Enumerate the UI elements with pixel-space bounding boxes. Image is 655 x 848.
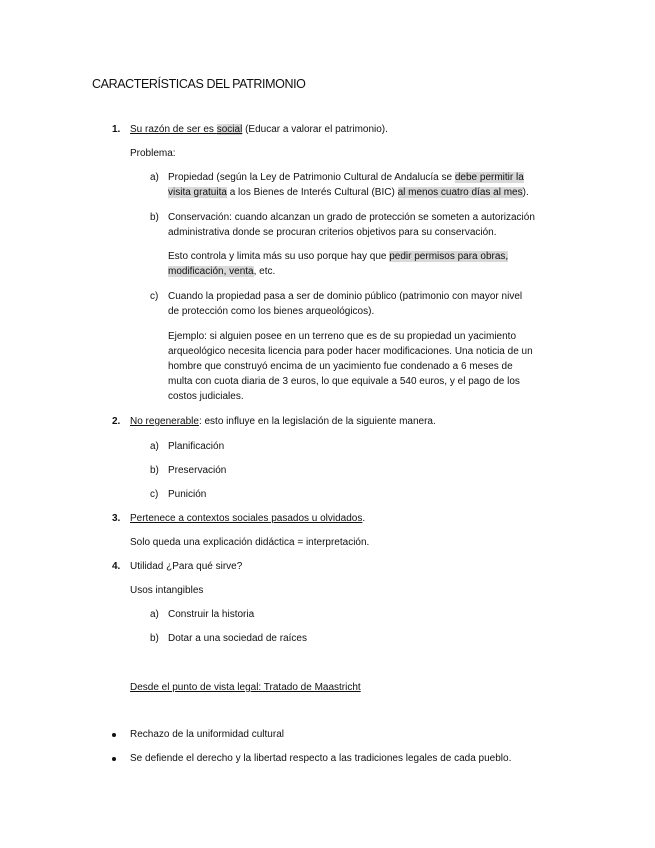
item-2-sub-c-text: Punición [168, 489, 207, 500]
legal-heading: Desde el punto de vista legal: Tratado de Maastricht [130, 682, 361, 693]
highlight-run: modificación, venta [168, 266, 254, 277]
item-2-sub-b-letter: b) [150, 465, 159, 476]
item-2-heading [130, 414, 436, 430]
item-1-sub-b-extra-1 [168, 249, 508, 265]
item-2-label-underlined: No regenerable [130, 416, 199, 427]
item-3-note: Solo queda una explicación didáctica = interpretación. [130, 537, 370, 548]
item-1-sub-a-line-2 [168, 185, 529, 201]
text-run: Propiedad (según la Ley de Patrimonio Cultural de Andalucía se [168, 172, 455, 183]
item-3-heading [130, 511, 365, 527]
item-1-sub-b-line-1: Conservación: cuando alcanzan un grado de protección se someten a autorización [168, 212, 535, 223]
item-4-note: Usos intangibles [130, 585, 204, 596]
item-1-sub-c-letter: c) [150, 291, 159, 302]
text-run: a los Bienes de Interés Cultural (BIC) [226, 187, 398, 198]
item-1-sub-c-extra-4: multa con cuota diaria de 3 euros, lo que equivale a 540 euros, y el pago de los [168, 376, 520, 387]
bullet-item-2: Se defiende el derecho y la libertad respecto a las tradiciones legales de cada pueblo. [130, 753, 512, 764]
text-run: , etc. [253, 266, 276, 277]
bullet-item-1: Rechazo de la uniformidad cultural [130, 729, 284, 740]
item-1-sub-c-line-1: Cuando la propiedad pasa a ser de dominio público (patrimonio con mayor nivel [168, 291, 523, 302]
item-1-heading [130, 122, 388, 138]
item-1-label-highlight: social [216, 124, 243, 135]
bullet-dot-icon [112, 733, 116, 737]
item-1-sub-b-line-2: administrativa donde se procuran criterios objetivos para su conservación. [168, 227, 497, 238]
highlight-run: al menos cuatro días al mes [397, 187, 523, 198]
highlight-run: visita gratuita [168, 187, 227, 198]
item-1-problema: Problema: [130, 148, 176, 159]
bullet-dot-icon [112, 757, 116, 761]
item-1-sub-c-extra-3: hombre que construyó encima de un yacimiento fue condenado a 6 meses de [168, 361, 513, 372]
item-1-sub-a-letter: a) [150, 172, 159, 183]
item-4-heading: Utilidad ¿Para qué sirve? [130, 561, 243, 572]
item-1-sub-b-letter: b) [150, 212, 159, 223]
item-1-label-rest: (Educar a valorar el patrimonio). [242, 124, 388, 135]
item-1-sub-c-extra-5: costos judiciales. [168, 391, 244, 402]
highlight-run: pedir permisos para obras, [389, 251, 509, 262]
item-2-label-rest: : esto influye en la legislación de la siguiente manera. [198, 416, 436, 427]
item-4-sub-a-letter: a) [150, 609, 159, 620]
item-1-sub-a-line-1 [168, 170, 524, 186]
page-title: CARACTERÍSTICAS DEL PATRIMONIO [92, 77, 306, 91]
item-number-1: 1. [112, 124, 121, 135]
item-4-sub-b-letter: b) [150, 633, 159, 644]
highlight-run: debe permitir la [454, 172, 524, 183]
text-run: ). [522, 187, 529, 198]
item-2-sub-b-text: Preservación [168, 465, 227, 476]
item-1-sub-c-extra-2: arqueológico necesita licencia para poder hacer modificaciones. Una noticia de un [168, 346, 533, 357]
item-1-sub-c-line-2: de protección como los bienes arqueológicos). [168, 306, 375, 317]
item-2-sub-a-text: Planificación [168, 441, 225, 452]
item-number-4: 4. [112, 561, 121, 572]
item-2-sub-a-letter: a) [150, 441, 159, 452]
item-4-sub-b-text: Dotar a una sociedad de raíces [168, 633, 307, 644]
item-number-2: 2. [112, 416, 121, 427]
item-1-sub-c-extra-1: Ejemplo: si alguien posee en un terreno que es de su propiedad un yacimiento [168, 331, 517, 342]
item-number-3: 3. [112, 513, 121, 524]
item-4-sub-a-text: Construir la historia [168, 609, 255, 620]
item-2-sub-c-letter: c) [150, 489, 159, 500]
item-3-label-rest: . [362, 513, 366, 524]
text-run: Esto controla y limita más su uso porque hay que [168, 251, 390, 262]
item-3-label-underlined: Pertenece a contextos sociales pasados u olvidados [130, 513, 363, 524]
item-1-label-underlined: Su razón de ser es [130, 124, 217, 135]
item-1-sub-b-extra-2 [168, 264, 275, 280]
